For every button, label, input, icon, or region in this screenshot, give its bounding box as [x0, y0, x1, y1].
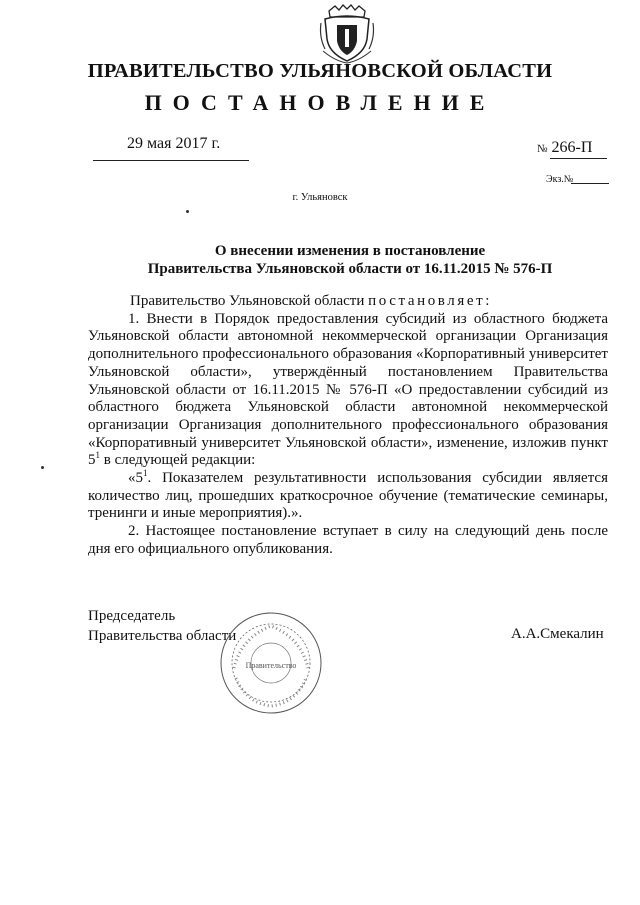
government-heading: ПРАВИТЕЛЬСТВО УЛЬЯНОВСКОЙ ОБЛАСТИ — [87, 60, 553, 82]
paragraph-quote — [88, 470, 608, 523]
quote-start: «5 — [128, 470, 143, 487]
number-value: 266-П — [551, 139, 593, 156]
paragraph-1-sup: 1 — [95, 450, 100, 461]
coat-of-arms-emblem — [317, 3, 377, 65]
scan-dot — [41, 466, 44, 469]
paragraph-1-end: в следующей редакции: — [100, 452, 256, 469]
number-sign: № — [537, 143, 548, 155]
intro-paragraph — [88, 293, 608, 311]
signatory-role — [88, 606, 236, 646]
city-line: г. Ульяновск — [292, 192, 348, 203]
paragraph-2: 2. Настоящее постановление вступает в силу на следующий день после дня его официального опубликования. — [88, 523, 608, 557]
intro-text: Правительство Ульяновской области — [130, 293, 369, 309]
role-line-2: Правительства области — [88, 628, 237, 644]
title-line-1: О внесении изменения в постановление — [214, 243, 486, 259]
copy-number-label: Экз.№ — [546, 174, 574, 185]
copy-number-line — [571, 183, 609, 184]
paragraph-1-text: 1. Внести в Порядок предоставления субсидий из областного бюджета Ульяновской области автономной некоммерческой организации Организация дополнительного профессионального образования «Корпоративный университет Ульяновской области», утверждённый постановлением Правительства Ульяновской области от 16.11.2015 № 576-П «О предоставлении субсидий из областного бюджета Ульяновской области автономной некоммерческой организации Организация дополнительного профессионального образования «Корпоративный университет Ульяновской области», изменение, изложив пункт 5 — [88, 310, 608, 469]
document-type-heading: ПОСТАНОВЛЕНИЕ — [144, 90, 496, 115]
scan-dot — [186, 210, 189, 213]
decree-title — [90, 242, 610, 278]
decree-number — [537, 139, 592, 157]
decree-body — [88, 293, 608, 559]
quote-text: . Показателем результативности использования субсидии является количество лиц, прошедших краткосрочное обучение (тематические семинары, тренинги и иные мероприятия).». — [88, 470, 608, 522]
paragraph-1 — [88, 311, 608, 470]
signatory-name: А.А.Смекалин — [511, 626, 604, 642]
number-underline — [550, 158, 607, 159]
date-underline — [93, 160, 249, 161]
official-seal — [216, 608, 326, 718]
seal-text: Правительство — [245, 661, 297, 670]
decree-date: 29 мая 2017 г. — [127, 135, 221, 152]
quote-sup: 1 — [143, 468, 148, 479]
role-line-1: Председатель — [88, 608, 176, 624]
title-line-2: Правительства Ульяновской области от 16.11.2015 № 576-П — [147, 261, 553, 277]
intro-verb: постановляет: — [368, 293, 493, 309]
